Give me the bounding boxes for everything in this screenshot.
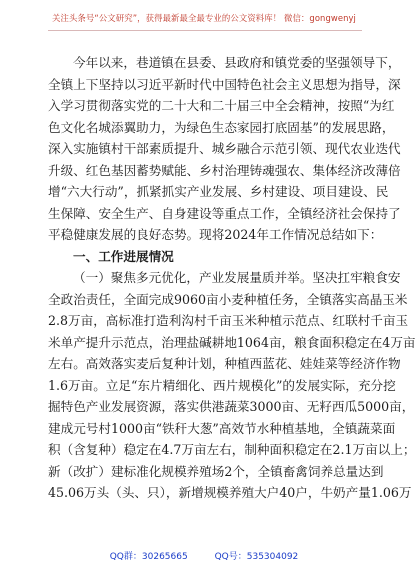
footer-contact [0,549,408,562]
paragraph-2-line-11: 45.06万头（头、只），新增规模养殖大户40户，牛奶产量1.06万 [48,485,412,500]
section-heading: 一、工作进展情况 [73,248,174,264]
qq-group-text: QQ群：30265665 [109,552,188,562]
paragraph-2-line-9: 积（含复种）稳定在4.7万亩左右，制种面积稳定在2.1万亩以上； [48,442,416,457]
paragraph-1-line-8: 生保障、安全生产、自身建设等重点工作，全镇经济社会保持了 [48,205,401,221]
paragraph-1-line-7: 增“六大行动”，抓紧抓实产业发展、乡村建设、项目建设、民 [48,184,389,199]
header-banner: 关注头条号“公文研究”，获得最新最全最专业的公文资料库！ 微信：gongwenyj [52,13,356,23]
paragraph-2-line-5: 左右。高效落实麦后复种计划，种植西蓝花、娃娃菜等经济作物 [48,356,401,371]
paragraph-2-line-4: 米单产提升示范点，治理盐碱耕地1064亩，粮食面积稳定在4万亩 [48,334,416,350]
paragraph-1-line-4: 色文化名城添翼助力，为绿色生态家园打底固基”的发展思路， [48,119,395,135]
paragraph-2-line-2: 全政治责任，全面完成9060亩小麦种植任务，全镇落实高晶玉米 [48,291,408,307]
paragraph-2-line-10: 新（改扩）建标准化规模养殖场2个，全镇畜禽饲养总量达到 [48,463,384,479]
header-divider [48,30,362,31]
paragraph-2-line-1: （一）聚焦多元优化，产业发展量质并举。坚决扛牢粮食安 [73,270,401,285]
paragraph-1-line-9: 平稳健康发展的良好态势。现将2024年工作情况总结如下： [48,227,383,242]
paragraph-2-line-8: 建成元号村1000亩“铁秆大葱”高效节水种植基地，全镇蔬菜面 [48,420,396,436]
paragraph-1-line-5: 深入实施镇村干部素质提升、城乡融合示范引领、现代农业迭代 [48,141,401,156]
paragraph-2-line-6: 1.6万亩。立足“东片精细化、西片规模化”的发展实际，充分挖 [48,377,396,393]
paragraph-2-line-3: 2.8万亩，高标准打造利沟村千亩玉米种植示范点、红联村千亩玉 [48,313,409,328]
paragraph-1-line-3: 入学习贯彻落实党的二十大和二十届三中全会精神，按照“为红 [48,98,395,113]
paragraph-1-line-1: 今年以来，巷道镇在县委、县政府和镇党委的坚强领导下， [73,55,401,70]
paragraph-1-line-6: 升级、红色基因蓄势赋能、乡村治理铸魂强农、集体经济改薄倍 [48,162,401,178]
document-body [48,52,416,504]
paragraph-1-line-2: 全镇上下坚持以习近平新时代中国特色社会主义思想为指导，深 [48,76,401,92]
qq-number-text: QQ号：535304092 [214,552,299,562]
paragraph-2-line-7: 掘特色产业发展资源，落实供港蔬菜3000亩、无籽西瓜5000亩， [48,399,415,414]
